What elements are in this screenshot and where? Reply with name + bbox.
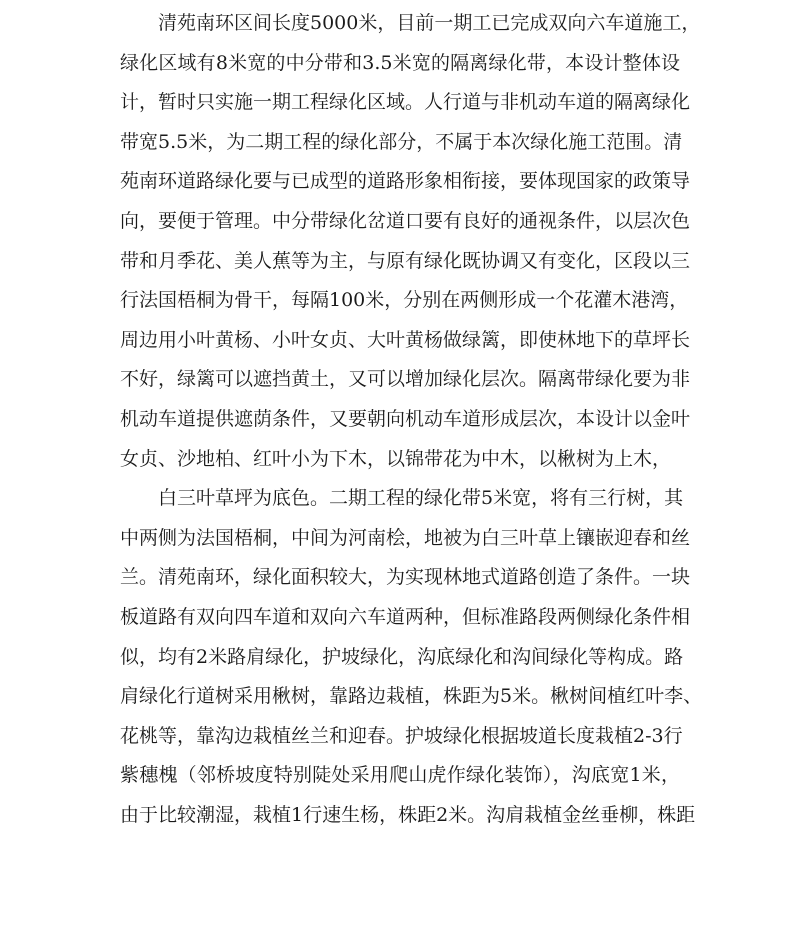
text-line: 女贞、沙地柏、红叶小为下木，以锦带花为中木，以楸树为上木， [120,447,672,470]
text-line: 紫穗槐（邻桥坡度特别陡处采用爬山虎作绿化装饰），沟底宽1米， [120,764,680,787]
text-line: 带和月季花、美人蕉等为主，与原有绿化既协调又有变化，区段以三 [120,249,691,272]
text-line: 向，要便于管理。中分带绿化岔道口要有良好的通视条件，以层次色 [120,209,691,232]
text-line: 由于比较潮湿，栽植1行速生杨，株距2米。沟肩栽植金丝垂柳，株距 [120,803,696,826]
text-line: 苑南环道路绿化要与已成型的道路形象相衔接，要体现国家的政策导 [120,170,691,193]
text-line: 兰。清苑南环，绿化面积较大，为实现林地式道路创造了条件。一块 [120,566,691,589]
text-line: 板道路有双向四车道和双向六车道两种，但标准路段两侧绿化条件相 [120,605,691,628]
text-line: 肩绿化行道树采用楸树，靠路边栽植，株距为5米。楸树间植红叶李、 [120,685,703,708]
text-line: 周边用小叶黄杨、小叶女贞、大叶黄杨做绿篱，即使林地下的草坪长 [120,328,691,351]
body-text [120,4,703,835]
text-line: 花桃等，靠沟边栽植丝兰和迎春。护坡绿化根据坡道长度栽植2-3行 [120,724,683,747]
text-line: 似，均有2米路肩绿化，护坡绿化，沟底绿化和沟间绿化等构成。路 [120,645,684,668]
text-line: 清苑南环区间长度5000米，目前一期工已完成双向六车道施工， [158,12,701,34]
text-line: 白三叶草坪为底色。二期工程的绿化带5米宽，将有三行树，其 [158,487,684,510]
text-line: 带宽5.5米，为二期工程的绿化部分，不属于本次绿化施工范围。清 [120,130,683,153]
text-line: 计，暂时只实施一期工程绿化区域。人行道与非机动车道的隔离绿化 [120,91,691,114]
text-line: 机动车道提供遮荫条件，又要朝向机动车道形成层次，本设计以金叶 [120,407,691,430]
text-line: 不好，绿篱可以遮挡黄土，又可以增加绿化层次。隔离带绿化要为非 [120,368,691,391]
text-line: 中两侧为法国梧桐，中间为河南桧，地被为白三叶草上镶嵌迎春和丝 [120,526,691,549]
text-line: 绿化区域有8米宽的中分带和3.5米宽的隔离绿化带，本设计整体设 [120,51,680,74]
text-line: 行法国梧桐为骨干，每隔100米，分别在两侧形成一个花灌木港湾， [120,289,689,312]
